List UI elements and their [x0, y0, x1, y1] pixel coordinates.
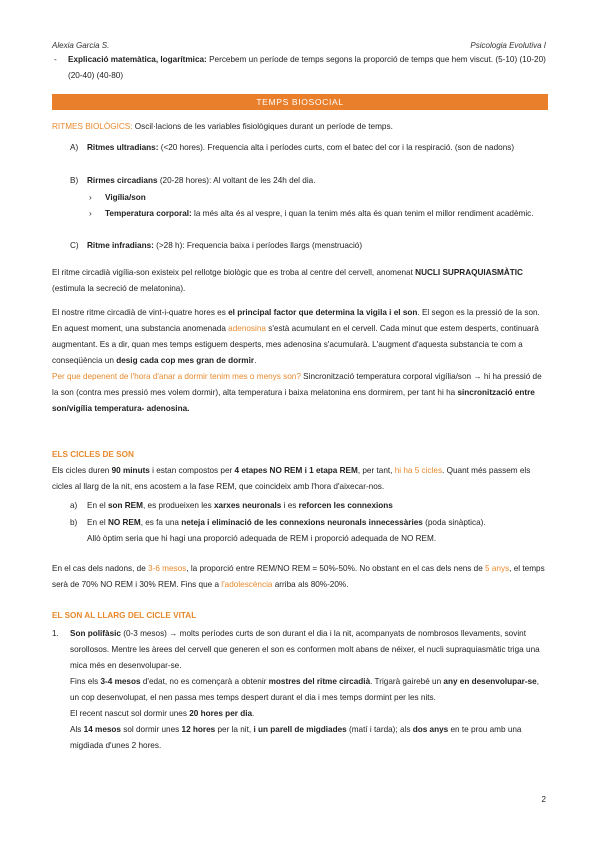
cycle-a-t1: En el	[87, 501, 108, 510]
rhythm-item-a	[52, 140, 548, 156]
cycles-text1: Els cicles duren	[52, 466, 112, 475]
cycle-b-t3: (poda sinàptica).	[422, 518, 486, 527]
bullet-dash: -	[54, 55, 57, 64]
rhythm-a-desc: (<20 hores). Frequencia alta i períodes curts, com el batec del cor i la respiració. (son de nadons)	[158, 143, 515, 152]
marker-cycle-b: b)	[70, 518, 78, 527]
lifecycle-l2-b2: mostres del ritme circadià	[268, 677, 371, 686]
cycles-bold2: 4 etapes NO REM i 1 etapa REM	[234, 466, 358, 475]
infants-t2: , la proporció entre REM/NO REM = 50%-50%. No obstant en el cas dels nens de	[186, 564, 486, 573]
rhythm-b2-desc: la més alta és al vespre, i quan la tenim més alta és quan tenim el millor rendiment acadèmic.	[191, 209, 534, 218]
section-title-lifecycle: EL SON AL LLARG DEL CICLE VITAL	[52, 611, 197, 620]
para2-bold3: sincronització entre son/vigília temperatura- adenosina.	[52, 388, 535, 413]
rhythm-b-desc: (20-28 hores): Al voltant de les 24h del dia.	[157, 176, 316, 185]
cycles-bold1: 90 minuts	[111, 466, 150, 475]
rhythm-b-term: Rirmes circadians	[87, 176, 158, 185]
marker-a: A)	[70, 143, 79, 152]
cycles-text2: i estan compostos per	[149, 466, 235, 475]
lifecycle-l3-t2: .	[252, 709, 255, 718]
infants-t1: En el cas dels nadons, de	[52, 564, 149, 573]
paragraph-adenosina	[52, 305, 548, 417]
paragraph-nucli	[52, 265, 548, 297]
cycle-b-line2: Allò òptim seria que hi hagi una proporció adequada de REM i proporció adequada de NO REM.	[87, 534, 437, 543]
lifecycle-l2-b1: 3-4 mesos	[100, 677, 141, 686]
infants-o3: l'adolescència	[221, 580, 273, 589]
marker-cycle-a: a)	[70, 501, 78, 510]
rhythm-a-term: Ritmes ultradians:	[87, 143, 159, 152]
lifecycle-l4-b3: i un parell de migdiades	[253, 725, 347, 734]
rhythm-b2-term: Temperatura corporal:	[105, 209, 192, 218]
cycle-b-b2: neteja i eliminació de les connexions neuronals innecessàries	[181, 518, 423, 527]
para1-text2: (estimula la secreció de melatonina).	[52, 284, 186, 293]
para2-bold2: desig cada cop mes gran de dormir	[116, 356, 255, 365]
cycle-b-t1: En el	[87, 518, 108, 527]
lifecycle-l2-t3: . Trigarà gairebé un	[370, 677, 444, 686]
lifecycle-l4-b1: 14 mesos	[83, 725, 121, 734]
cycle-a-t2: , es produeixen les	[142, 501, 214, 510]
rhythm-item-b1	[52, 190, 548, 206]
para1-bold1: NUCLI SUPRAQUIASMÀTIC	[415, 268, 523, 277]
para1-text1: El ritme circadià vigília-son existeix pel rellotge biològic que es troba al centre del cervell, anomenat	[52, 268, 416, 277]
section-band-title: TEMPS BIOSOCIAL	[52, 94, 548, 110]
lifecycle-l4-t3: per la nit,	[215, 725, 254, 734]
cycle-item-b	[52, 515, 548, 547]
rhythm-c-term: Ritme infradians:	[87, 241, 154, 250]
header-course: Psicologia Evolutiva I	[470, 41, 546, 50]
lifecycle-l2-b3: any en desenvolupar-se	[443, 677, 537, 686]
page-number: 2	[541, 795, 546, 804]
rhythm-b1-term: Vigília/son	[105, 193, 146, 202]
lifecycle-l4-t4: (matí i tarda); als	[346, 725, 413, 734]
cycles-orange1: hi ha 5 cicles	[394, 466, 443, 475]
rhythm-item-b	[52, 173, 548, 189]
cycles-text4: . Quant més passem els cicles al llarg de la nit, ens acostem a la fase REM, que coincideix amb l'hora d'aixecar-nos.	[52, 466, 531, 491]
lifecycle-l4-t2: sol dormir unes	[120, 725, 182, 734]
intro-term: Explicació matemàtica, logarítmica:	[68, 55, 207, 64]
lifecycle-l4-b2: 12 hores	[181, 725, 216, 734]
cycle-a-b2: xarxes neuronals	[213, 501, 282, 510]
cycle-item-a	[52, 498, 548, 514]
cycle-a-b1: son REM	[107, 501, 143, 510]
para2-text5: Sincronització temperatura corporal vigília/son → hi ha pressió de la son (contra mes pressió mes volem dormir), alta temperatura i baixa melatonina ens dormirem, per tant hi ha	[52, 372, 542, 397]
lifecycle-l3-b1: 20 hores per dia	[189, 709, 253, 718]
lifecycle-t1: (0-3 mesos) → molts períodes curts de son durant el dia i la nit, acompanyats de nombrosos llevaments, sovint sorollosos. Mentre les àrees del cervell que generen el son es conformen molt abans de néixer, el nucli supraquiasmàtic triga una mica més en desenvolupar-se.	[70, 629, 540, 670]
para2-question: Per que depenent de l'hora d'anar a dormir tenim mes o menys son?	[52, 372, 301, 381]
lifecycle-l4-t1: Als	[70, 725, 84, 734]
marker-1: 1.	[52, 629, 59, 638]
para2-bold1: el principal factor que determina la vigila i el son	[228, 308, 418, 317]
cycles-text3: , per tant,	[357, 466, 395, 475]
marker-b: B)	[70, 176, 79, 185]
marker-b2: ›	[89, 209, 92, 218]
lifecycle-b1: Son polifàsic	[70, 629, 121, 638]
intro-text: Percebem un període de temps segons la proporció de temps que hem viscut. (5-10) (10-20) (20-40) (40-80)	[68, 55, 546, 80]
cycle-a-t3: i es	[281, 501, 299, 510]
lifecycle-l2-t2: d'edat, no es començarà a obtenir	[140, 677, 269, 686]
rhythm-item-b2	[52, 206, 548, 222]
infants-o2: 5 anys	[485, 564, 510, 573]
para2-orange1: adenosina	[228, 324, 266, 333]
rhythm-item-c	[52, 238, 548, 254]
para2-text4: .	[254, 356, 257, 365]
rhythm-c-desc: (>28 h): Frequencia baixa i períodes llargs (menstruació)	[153, 241, 363, 250]
lifecycle-l3-t1: El recent nascut sol dormir unes	[70, 709, 190, 718]
rhythms-def: Oscil·lacions de les variables fisiològiques durant un període de temps.	[132, 122, 393, 131]
para2-text3: s'està acumulant en el cervell. Cada minut que estem desperts, continuarà augmentant. Es a dir, quan mes temps estiguem desperts, mes adenosina s'acumularà. L'augment d'aquesta substancia te com a conseqüència un	[52, 324, 539, 365]
cycle-b-t2: , es fa una	[140, 518, 182, 527]
infants-t3: , el temps serà de 70% NO REM i 30% REM. Fins que a	[52, 564, 545, 589]
lifecycle-l2-t4: , un cop desenvolupat, el nen passa mes temps despert durant el dia i mes temps dormint per les nits.	[70, 677, 539, 702]
para2-text1: El nostre ritme circadià de vint-i-quatre hores es	[52, 308, 229, 317]
paragraph-infants	[52, 561, 548, 593]
infants-o1: 3-6 mesos	[148, 564, 187, 573]
marker-b1: ›	[89, 193, 92, 202]
lifecycle-item-1	[52, 626, 548, 754]
intro-paragraph	[52, 52, 548, 84]
rhythms-label: RITMES BIOLÒGICS:	[52, 122, 133, 131]
paragraph-cycles	[52, 463, 548, 495]
marker-c: C)	[70, 241, 79, 250]
lifecycle-l2-t1: Fins els	[70, 677, 101, 686]
cycle-a-b3: reforcen les connexions	[298, 501, 393, 510]
rhythms-definition	[52, 119, 548, 135]
infants-t4: arriba als 80%-20%.	[272, 580, 349, 589]
cycle-b-b1: NO REM	[107, 518, 141, 527]
header-author: Alexia Garcia S.	[52, 41, 110, 50]
section-title-cycles: ELS CICLES DE SON	[52, 450, 134, 459]
para2-text2: . El segon es la pressió de la son. En aquest moment, una substancia anomenada	[52, 308, 540, 333]
lifecycle-l4-b4: dos anys	[412, 725, 449, 734]
lifecycle-l4-t5: en te prou amb una migdiada d'unes 2 hores.	[70, 725, 522, 750]
